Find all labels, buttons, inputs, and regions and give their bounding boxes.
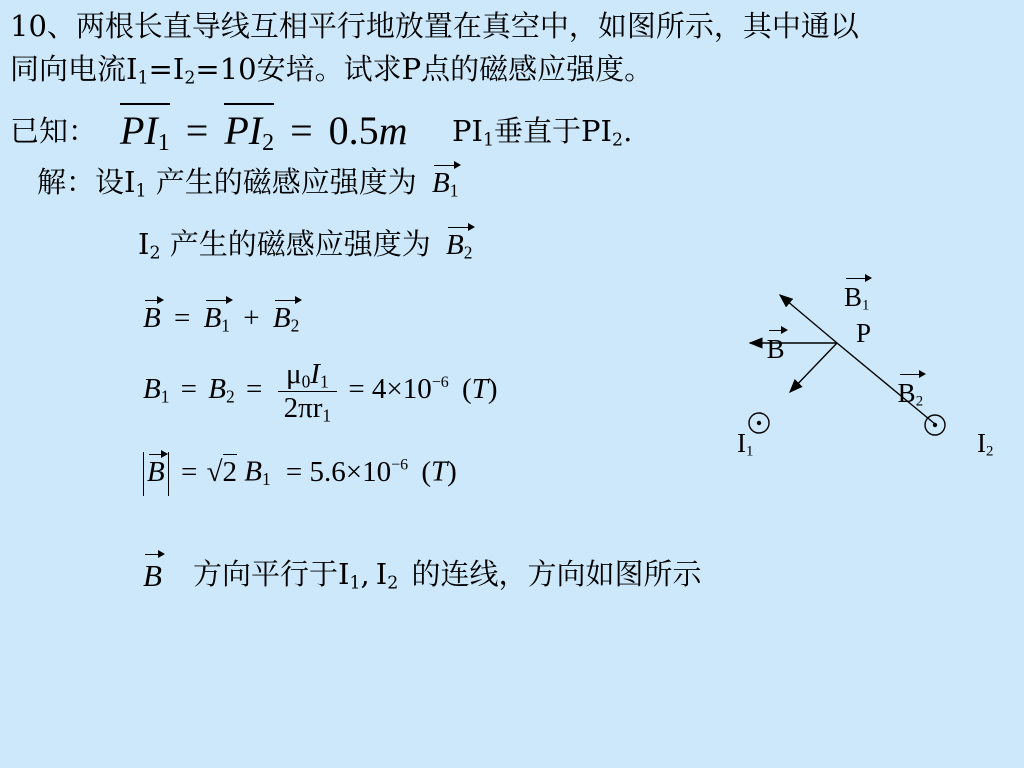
label-b: B [766,334,785,364]
vector-sum-equation: $B = B_1 + B_2$ [143,302,300,336]
magnitude-formula: $B_1 = B_2$ = $\frac{\mu_0I_1}{2\pi r_1}$ = $4\times 10^{-6}$ (T) [143,358,498,426]
given-equation: $PI_1 = PI_2 = 0.5m$ [120,103,408,154]
label-p: P [856,318,872,348]
perpendicular-statement: $PI_1$垂直于$PI_2$. [452,114,633,151]
label-b2: $B_2$ [897,378,924,410]
solution-line-2: $I_2$ 产生的磁感应强度为 $B_2$ [138,227,473,264]
problem-line-2: 同向电流$I_1=I_2=10$安培。试求P点的磁感应强度。 [10,52,654,89]
label-b1: $B_1$ [844,282,870,314]
conclusion-b-vector: B [143,558,162,593]
solution-line-1: 解：设$I_1$ 产生的磁感应强度为 $B_1$ [37,165,459,202]
given-label: 已知： [10,114,98,148]
b2-arrow [790,343,837,392]
b1-arrow [780,295,837,343]
problem-line-1: 10、两根长直导线互相平行地放置在真空中，如图所示，其中通以 [10,9,859,43]
label-i2: $I_2$ [977,428,994,460]
label-i1: $I_1$ [737,428,754,460]
conclusion-text: 方向平行于$I_1$, $I_2$ 的连线，方向如图所示 [193,557,702,594]
total-field-magnitude: B = √2 $B_1 = 5.6\times 10^{-6}$ (T) [140,452,457,496]
